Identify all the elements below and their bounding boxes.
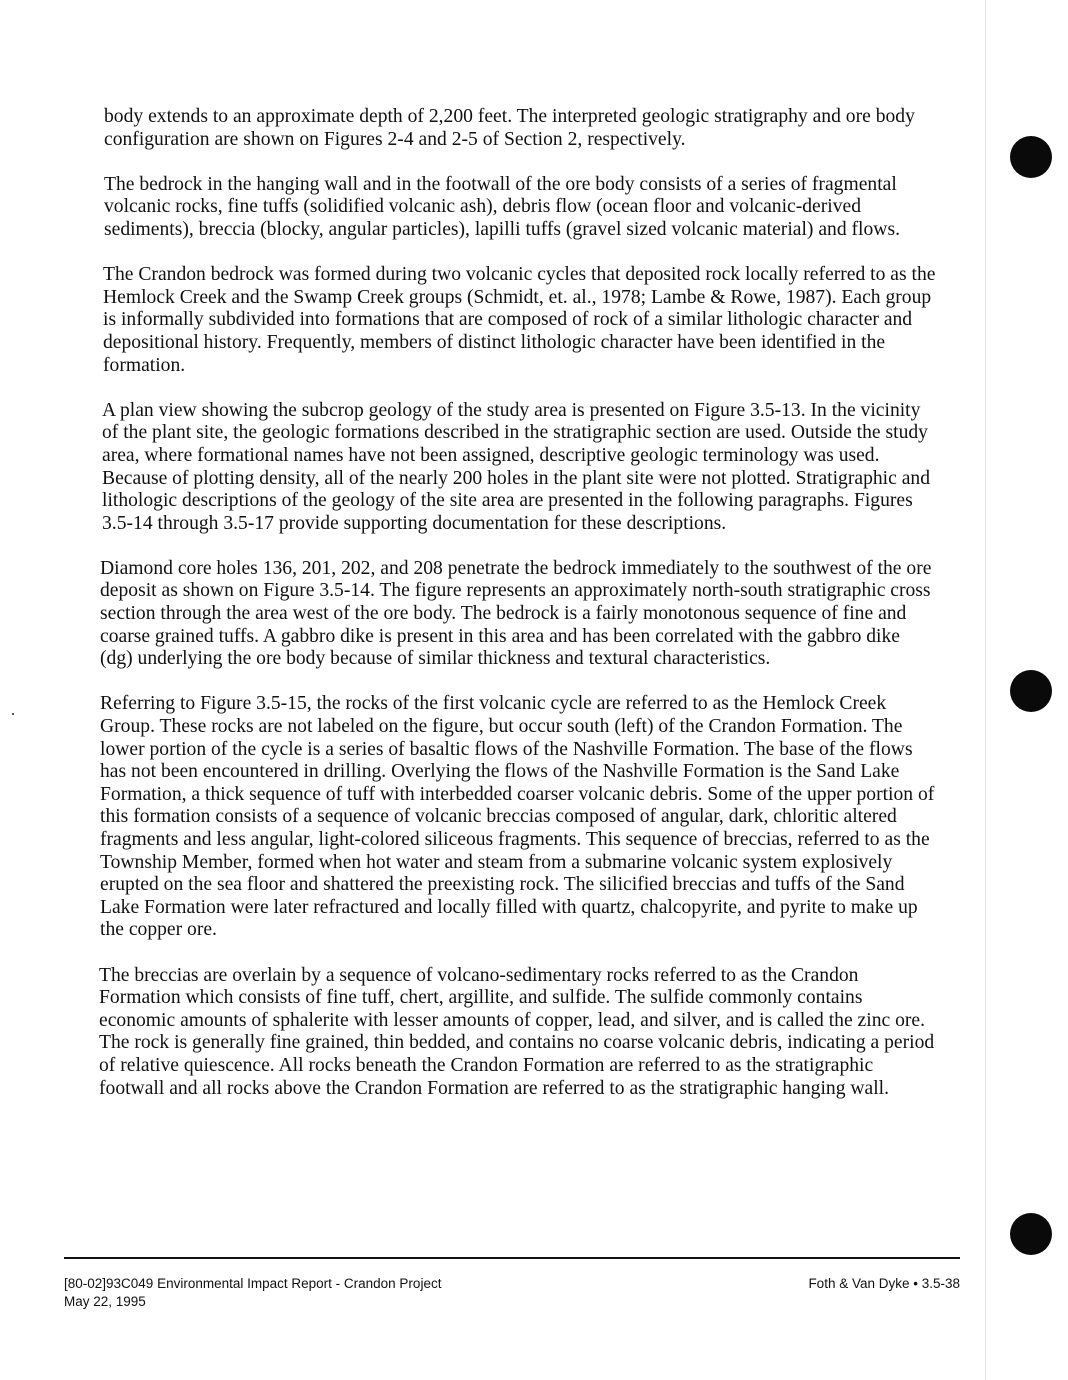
paragraph-volcanic-cycles: The Crandon bedrock was formed during two volcanic cycles that deposited rock locally referred to as the Hemlock Creek and the Swamp Creek groups (Schmidt, et. al., 1978; Lambe & Rowe, 1987). Each group is informally subdivided into formations that are composed of rock of a similar lithologic character and depositional history. Frequently, members of distinct lithologic character have been identified in the formation. xyxy=(103,264,936,376)
paragraph-ore-body-depth: body extends to an approximate depth of 2,200 feet. The interpreted geologic stratigraphy and ore body configuration are shown on Figures 2-4 and 2-5 of Section 2, respectively. xyxy=(104,106,915,150)
paragraph-diamond-core-holes: Diamond core holes 136, 201, 202, and 208 penetrate the bedrock immediately to the southwest of the ore deposit as shown on Figure 3.5-14. The figure represents an approximately north-south stratigraphic cross section through the area west of the ore body. The bedrock is a fairly monotonous sequence of fine and coarse grained tuffs. A gabbro dike is present in this area and has been correlated with the gabbro dike (dg) underlying the ore body because of similar thickness and textural characteristics. xyxy=(100,557,932,670)
page-edge-line xyxy=(985,0,986,1380)
binder-hole-middle xyxy=(1010,670,1052,712)
binder-hole-top xyxy=(1010,136,1052,178)
footer-date: May 22, 1995 xyxy=(64,1294,146,1309)
paragraph-hemlock-creek-group: Referring to Figure 3.5-15, the rocks of the first volcanic cycle are referred to as the Hemlock Creek Group. These rocks are not labeled on the figure, but occur south (left) of the Crandon Formation. The lower portion of the cycle is a series of basaltic flows of the Nashville Formation. The base of the flows has not been encountered in drilling. Overlying the flows of the Nashville Formation is the Sand Lake Formation, a thick sequence of tuff with interbedded coarser volcanic debris. Some of the upper portion of this formation consists of a sequence of volcanic breccias composed of angular, dark, chloritic altered fragments and less angular, light-colored siliceous fragments. This sequence of breccias, referred to as the Township Member, formed when hot water and steam from a submarine volcanic system explosively erupted on the sea floor and shattered the preexisting rock. The silicified breccias and tuffs of the Sand Lake Formation were later refractured and locally filled with quartz, chalcopyrite, and pyrite to make up the copper ore. xyxy=(100,693,935,941)
paragraph-plan-view: A plan view showing the subcrop geology of the study area is presented on Figure 3.5-13. In the vicinity of the plant site, the geologic formations described in the stratigraphic section are used. Outside the study area, where formational names have not been assigned, descriptive geologic terminology was used. Because of plotting density, all of the nearly 200 holes in the plant site were not plotted. Stratigraphic and lithologic descriptions of the geology of the site area are presented in the following paragraphs. Figures 3.5-14 through 3.5-17 provide supporting documentation for these descriptions. xyxy=(102,399,930,534)
body-text xyxy=(99,106,937,1123)
footer-document-id: [80-02]93C049 Environmental Impact Report - Crandon Project xyxy=(64,1276,442,1291)
footer-left-block xyxy=(64,1275,441,1311)
paragraph-crandon-formation: The breccias are overlain by a sequence of volcano-sedimentary rocks referred to as the Crandon Formation which consists of fine tuff, chert, argillite, and sulfide. The sulfide commonly contains economic amounts of sphalerite with lesser amounts of copper, lead, and silver, and is called the zinc ore. The rock is generally fine grained, thin bedded, and contains no coarse volcanic debris, indicating a period of relative quiescence. All rocks beneath the Crandon Formation are referred to as the stratigraphic footwall and all rocks above the Crandon Formation are referred to as the stratigraphic hanging wall. xyxy=(99,964,935,1099)
paragraph-bedrock-description: The bedrock in the hanging wall and in the footwall of the ore body consists of a series of fragmental volcanic rocks, fine tuffs (solidified volcanic ash), debris flow (ocean floor and volcanic-derived sediments), breccia (blocky, angular particles), lapilli tuffs (gravel sized volcanic material) and flows. xyxy=(104,173,900,240)
scan-speck xyxy=(12,713,14,715)
binder-hole-bottom xyxy=(1010,1213,1052,1255)
footer-divider xyxy=(64,1257,960,1259)
footer-page-number: Foth & Van Dyke • 3.5-38 xyxy=(808,1276,960,1291)
